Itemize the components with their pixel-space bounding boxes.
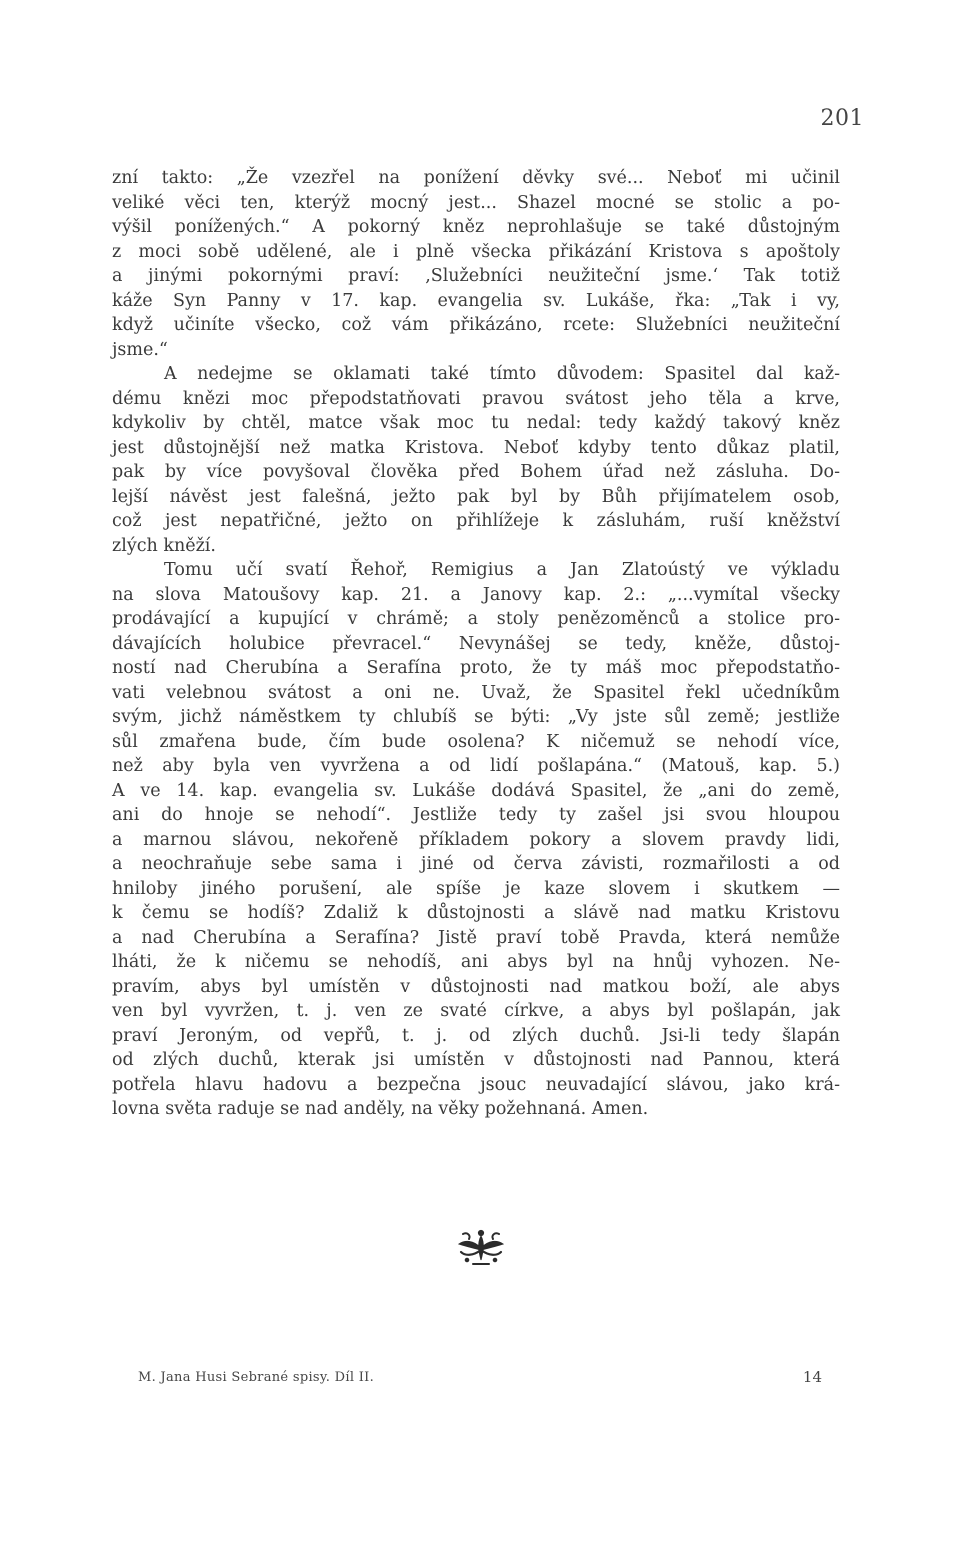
footer-source-title: M. Jana Husi Sebrané spisy. Díl II. xyxy=(138,1370,375,1385)
text-line: sůl zmařena bude, čím bude osolena? K ničemuž se nehodí více, xyxy=(112,731,840,752)
text-line: lovna světa raduje se nad anděly, na věky požehnaná. Amen. xyxy=(112,1099,649,1119)
text-line: k čemu se hodíš? Zdaliž k důstojnosti a slávě nad matku Kristovu xyxy=(112,903,840,923)
text-line: a neochraňuje sebe sama i jiné od červa závisti, rozmařilosti a od xyxy=(112,854,840,874)
text-line: lejší návěst jest falešná, ježto pak byl by Bůh přijímatelem osob, xyxy=(112,486,840,507)
text-line: veliké věci ten, kterýž mocný jest... Shazel mocné se stolic a po- xyxy=(112,192,840,213)
text-line: káže Syn Panny v 17. kap. evangelia sv. Lukáše, řka: „Tak i vy, xyxy=(112,290,840,311)
text-line: což jest nepatřičné, ježto on přihlížeje k zásluhám, ruší kněžství xyxy=(112,511,840,531)
text-line: A nedejme se oklamati také tímto důvodem: Spasitel dal kaž- xyxy=(164,364,840,384)
text-line: když učiníte všecko, což vám přikázáno, rcete: Služebníci neužiteční xyxy=(112,315,840,335)
text-line: praví Jeroným, od vepřů, t. j. od zlých duchů. Jsi-li tedy šlapán xyxy=(112,1025,840,1046)
text-line: dávajících holubice převracel.“ Nevynášej se tedy, kněže, důstoj- xyxy=(112,633,840,654)
text-line: a nad Cherubína a Serafína? Jistě praví tobě Pravda, která nemůže xyxy=(112,927,840,948)
paragraph xyxy=(112,362,840,558)
text-line: na slova Matoušovy kap. 21. a Janovy kap. 2.: „...vymítal všecky xyxy=(112,584,840,605)
floral-ornament-icon xyxy=(455,1226,507,1270)
text-line: výšil ponížených.“ A pokorný kněz neprohlašuje se také důstojným xyxy=(112,217,840,237)
text-line: lháti, že k ničemu se nehodíš, ani abys byl na hnůj vyhozen. Ne- xyxy=(112,952,840,972)
page-number: 201 xyxy=(820,106,864,131)
text-line: než aby byla ven vyvržena a od lidí pošlapána.“ (Matouš, kap. 5.) xyxy=(112,756,840,776)
text-line: svým, jichž náměstkem ty chlubíš se býti: „Vy jste sůl země; jestliže xyxy=(112,707,840,727)
text-line: zní takto: „Že vzezřel na ponížení děvky své... Neboť mi učinil xyxy=(112,168,840,188)
signature-mark: 14 xyxy=(802,1368,822,1386)
text-line: ností nad Cherubína a Serafína proto, že ty máš moc přepodstatňo- xyxy=(112,658,840,678)
body-text xyxy=(112,166,840,1122)
text-line: jest důstojnější než matka Kristova. Neboť kdyby tento důkaz platil, xyxy=(112,437,840,458)
text-line: ani do hnoje se nehodí“. Jestliže tedy ty zašel jsi svou hloupou xyxy=(112,805,840,825)
paragraph xyxy=(112,558,840,1122)
text-line: hniloby jiného porušení, ale spíše je kaze slovem i skutkem — xyxy=(112,878,840,899)
text-line: potřela hlavu hadovu a bezpečna jsouc neuvadající slávou, jako krá- xyxy=(112,1074,840,1095)
text-line: zlých kněží. xyxy=(112,535,216,556)
text-line: z moci sobě udělené, ale i plně všecka přikázání Kristova s apoštoly xyxy=(112,241,840,262)
text-line: dému knězi moc přepodstatňovati pravou svátost jeho těla a krve, xyxy=(112,388,840,409)
text-line: vati velebnou svátost a oni ne. Uvaž, že Spasitel řekl učedníkům xyxy=(112,682,840,703)
text-line: kdykoliv by chtěl, matce však moc tu nedal: tedy každý takový kněz xyxy=(112,413,840,433)
text-line: prodávající a kupující v chrámě; a stoly penězoměnců a stolice pro- xyxy=(112,609,840,629)
paragraph xyxy=(112,166,840,362)
text-line: a jinými pokornými praví: ‚Služebníci neužiteční jsme.‘ Tak totiž xyxy=(112,266,840,286)
text-line: pravím, abys byl umístěn v důstojnosti nad matkou boží, ale abys xyxy=(112,976,840,997)
text-line: Tomu učí svatí Řehoř, Remigius a Jan Zlatoústý ve výkladu xyxy=(164,560,840,580)
text-line: od zlých duchů, kterak jsi umístěn v důstojnosti nad Pannou, která xyxy=(112,1050,840,1070)
text-line: ven byl vyvržen, t. j. ven ze svaté církve, a abys byl pošlapán, jak xyxy=(112,1001,840,1021)
text-line: pak by více povyšoval člověka před Bohem úřad než zásluha. Do- xyxy=(112,462,840,482)
text-line: a marnou slávou, nekořeně příkladem pokory a slovem pravdy lidi, xyxy=(112,829,840,850)
text-line: jsme.“ xyxy=(112,339,168,360)
text-line: A ve 14. kap. evangelia sv. Lukáše dodává Spasitel, že „ani do země, xyxy=(112,780,840,801)
